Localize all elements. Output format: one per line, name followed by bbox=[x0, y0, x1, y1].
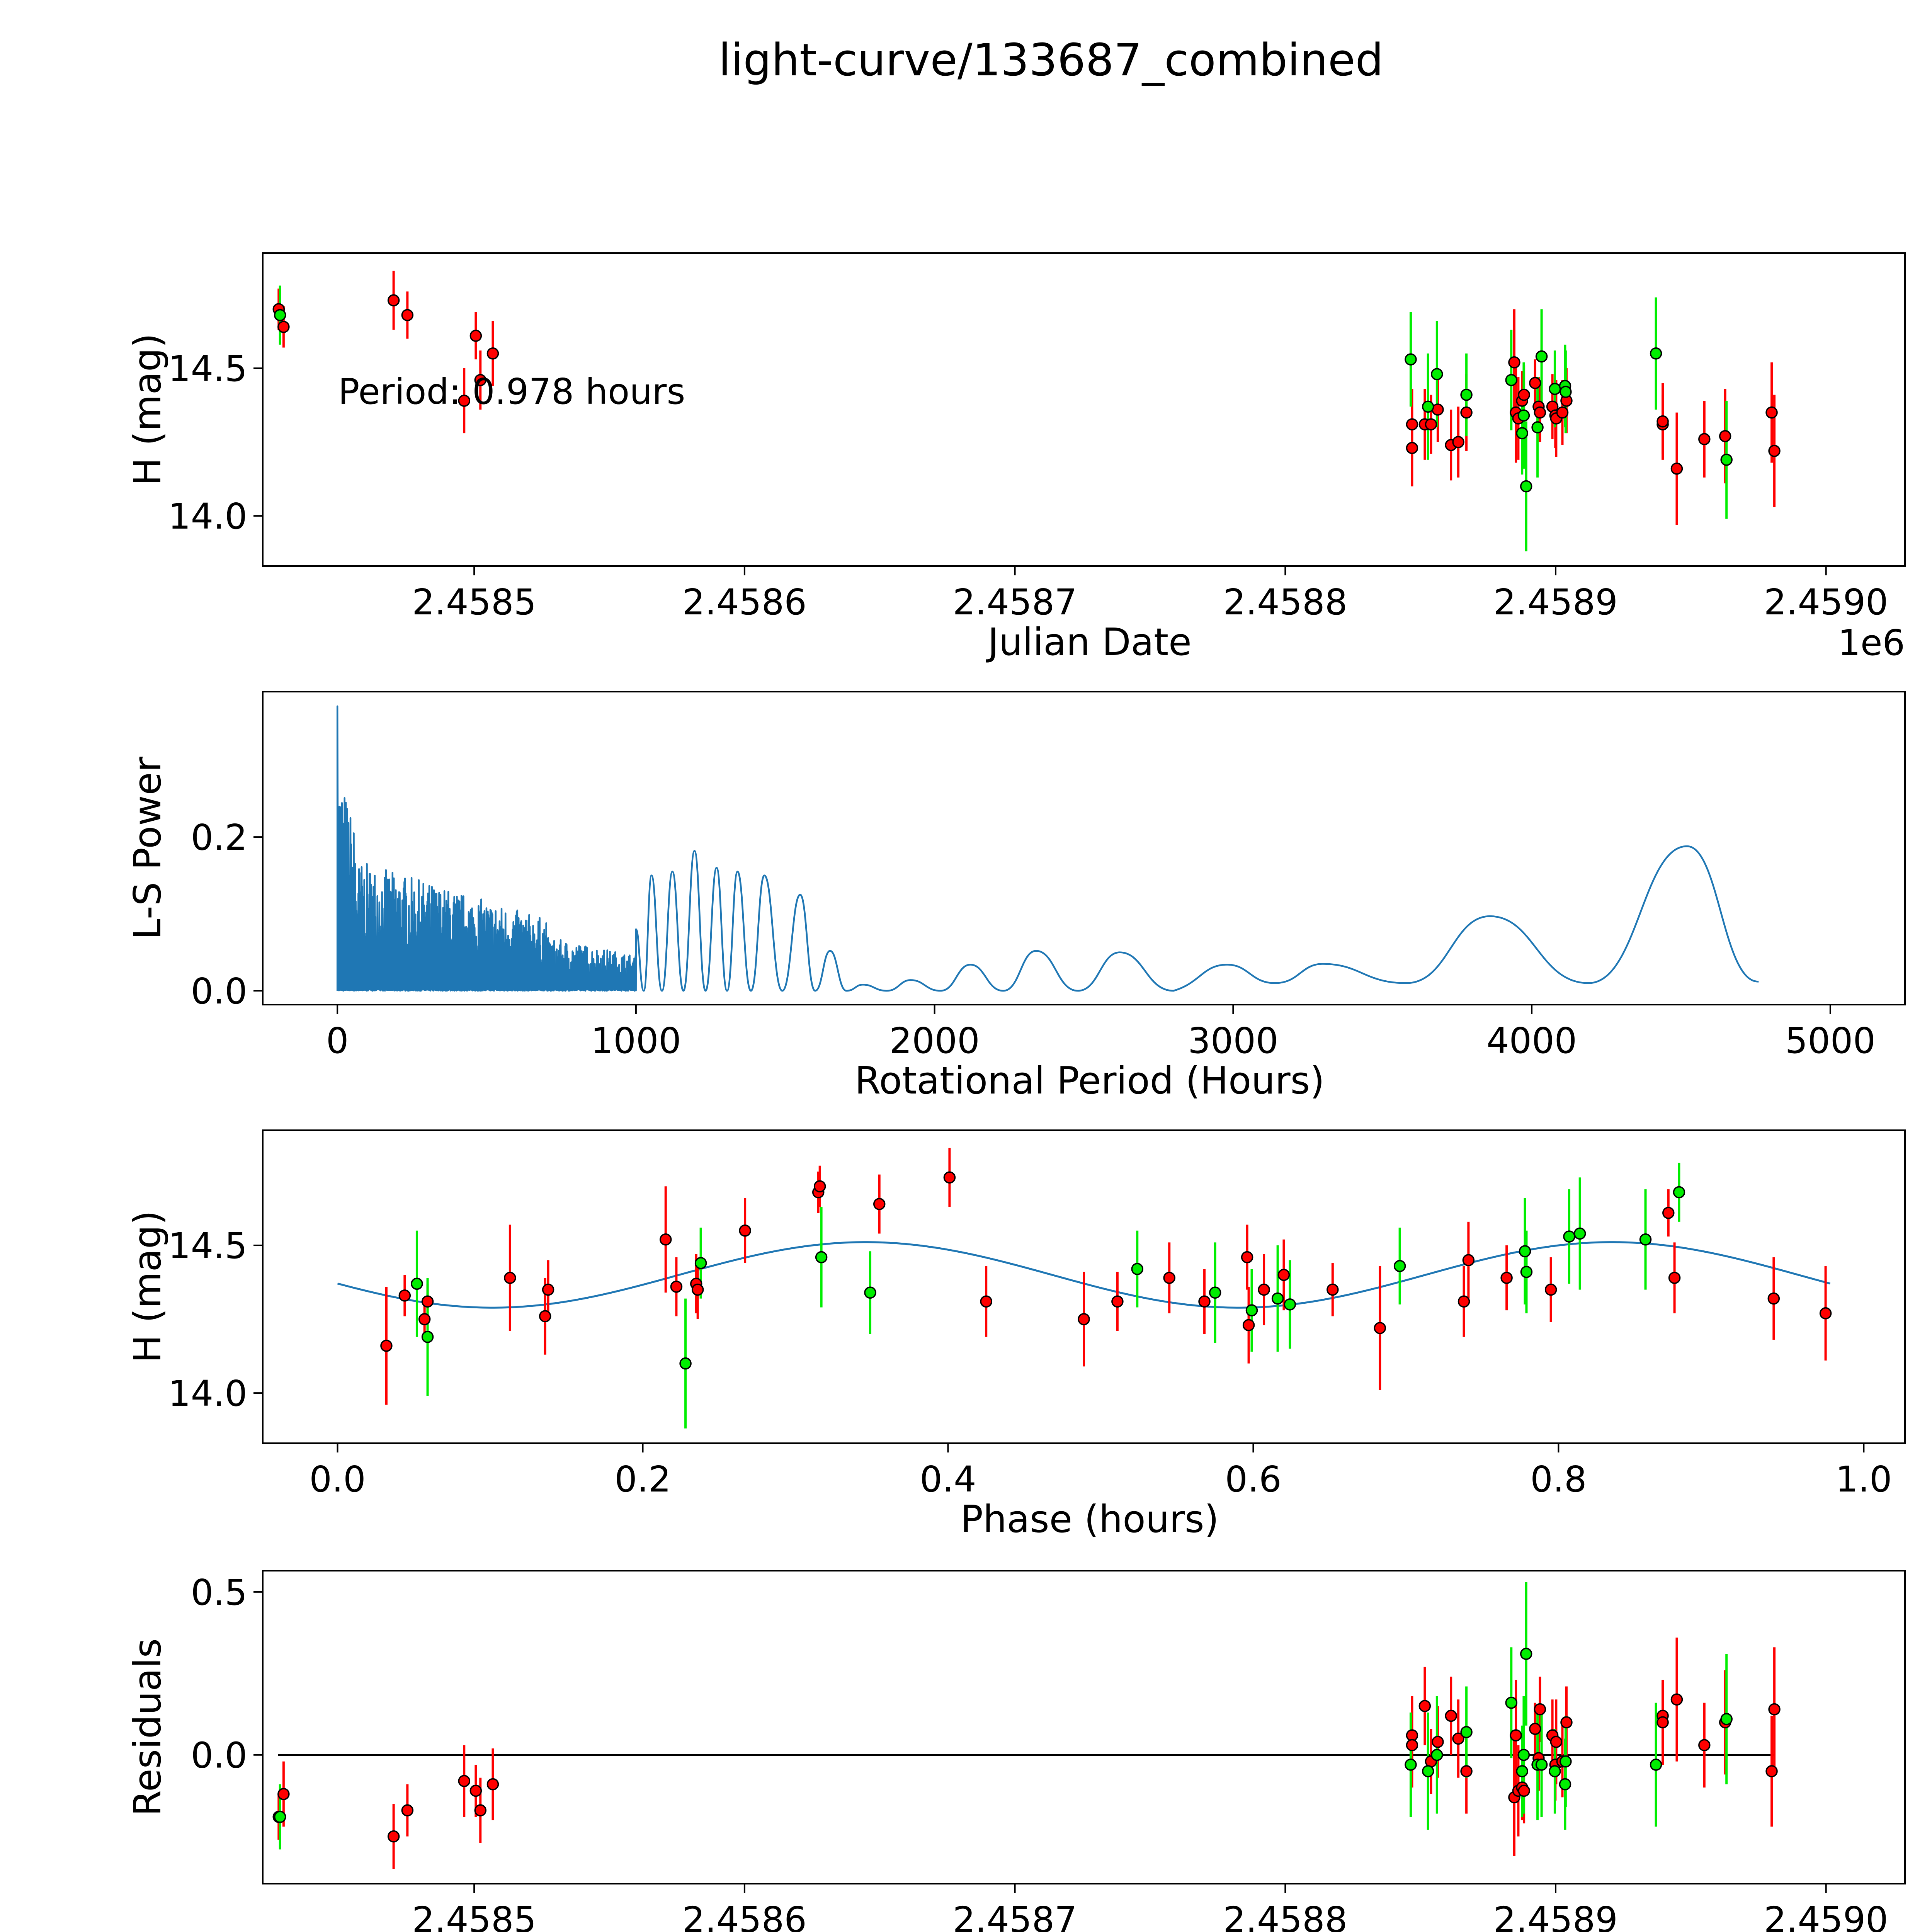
green-data-point bbox=[1405, 354, 1416, 365]
green-data-point bbox=[1518, 1750, 1529, 1760]
green-data-point bbox=[1246, 1305, 1257, 1316]
green-data-point bbox=[1549, 1766, 1560, 1777]
red-data-point bbox=[1419, 1701, 1430, 1711]
red-data-point bbox=[1663, 1208, 1674, 1218]
red-data-point bbox=[1657, 416, 1668, 427]
green-data-point bbox=[1549, 384, 1560, 395]
red-data-point bbox=[470, 330, 481, 341]
red-data-point bbox=[1657, 1717, 1668, 1728]
red-data-point bbox=[402, 1805, 413, 1816]
green-data-point bbox=[1536, 1759, 1547, 1770]
green-data-point bbox=[412, 1278, 422, 1289]
x-tick-label: 0 bbox=[326, 1020, 349, 1061]
green-data-point bbox=[1521, 1267, 1532, 1277]
red-data-point bbox=[1199, 1296, 1210, 1307]
x-tick-label: 3000 bbox=[1188, 1020, 1279, 1061]
green-data-point bbox=[1721, 454, 1732, 465]
red-data-point bbox=[475, 1805, 486, 1816]
red-data-point bbox=[540, 1311, 551, 1321]
y-axis-label: Residuals bbox=[126, 1638, 169, 1816]
red-data-point bbox=[1766, 407, 1777, 418]
red-data-point bbox=[1671, 463, 1682, 474]
red-data-point bbox=[1768, 1293, 1779, 1304]
green-data-point bbox=[275, 310, 286, 320]
y-axis-label: L-S Power bbox=[126, 757, 169, 940]
green-data-point bbox=[1461, 389, 1472, 400]
green-data-point bbox=[1395, 1261, 1405, 1272]
red-data-point bbox=[1551, 1736, 1561, 1747]
red-data-point bbox=[278, 1789, 289, 1799]
red-data-point bbox=[1374, 1323, 1385, 1333]
x-tick-label: 0.8 bbox=[1530, 1459, 1587, 1500]
x-tick-label: 2.4588 bbox=[1223, 1899, 1348, 1932]
x-tick-label: 2.4585 bbox=[412, 1899, 537, 1932]
red-data-point bbox=[1278, 1269, 1289, 1280]
x-tick-label: 5000 bbox=[1785, 1020, 1876, 1061]
green-data-point bbox=[1521, 481, 1532, 492]
green-data-point bbox=[1575, 1228, 1585, 1239]
green-data-point bbox=[275, 1811, 286, 1822]
red-data-point bbox=[459, 1776, 469, 1786]
red-data-point bbox=[815, 1181, 825, 1192]
red-data-point bbox=[1463, 1255, 1474, 1265]
red-data-point bbox=[419, 1314, 430, 1325]
green-data-point bbox=[1423, 1766, 1434, 1777]
green-data-point bbox=[1560, 386, 1571, 397]
green-data-point bbox=[1560, 1779, 1570, 1790]
red-data-point bbox=[487, 348, 498, 359]
red-data-point bbox=[1259, 1284, 1269, 1295]
y-axis-label: H (mag) bbox=[126, 1210, 169, 1363]
y-tick-label: 0.5 bbox=[190, 1571, 247, 1613]
red-data-point bbox=[1432, 1736, 1443, 1747]
red-data-point bbox=[692, 1284, 703, 1295]
red-data-point bbox=[1534, 407, 1545, 418]
x-tick-label: 2.4589 bbox=[1493, 1899, 1618, 1932]
x-tick-label: 2000 bbox=[889, 1020, 980, 1061]
red-data-point bbox=[1519, 1786, 1529, 1796]
x-tick-label: 4000 bbox=[1486, 1020, 1577, 1061]
red-data-point bbox=[1164, 1272, 1175, 1283]
green-data-point bbox=[1506, 1697, 1517, 1708]
x-tick-label: 1000 bbox=[590, 1020, 681, 1061]
green-data-point bbox=[1640, 1234, 1651, 1245]
red-data-point bbox=[740, 1225, 750, 1236]
y-tick-label: 14.0 bbox=[168, 496, 247, 537]
x-tick-label: 2.4585 bbox=[412, 582, 537, 623]
x-tick-label: 2.4590 bbox=[1764, 1899, 1888, 1932]
red-data-point bbox=[470, 1786, 481, 1796]
x-tick-label: 0.2 bbox=[614, 1459, 671, 1500]
green-data-point bbox=[1673, 1187, 1684, 1197]
red-data-point bbox=[1327, 1284, 1338, 1295]
green-data-point bbox=[1651, 1759, 1662, 1770]
x-tick-label: 2.4587 bbox=[952, 582, 1077, 623]
red-data-point bbox=[402, 310, 413, 320]
red-data-point bbox=[1501, 1272, 1512, 1283]
red-data-point bbox=[1557, 407, 1568, 418]
green-data-point bbox=[1560, 1756, 1571, 1767]
red-data-point bbox=[1530, 1723, 1541, 1734]
green-data-point bbox=[1517, 1766, 1527, 1777]
y-tick-label: 14.0 bbox=[168, 1373, 247, 1415]
green-data-point bbox=[680, 1358, 691, 1369]
green-data-point bbox=[1423, 401, 1434, 412]
x-tick-label: 0.4 bbox=[920, 1459, 976, 1500]
x-axis-label: Phase (hours) bbox=[960, 1497, 1219, 1541]
red-data-point bbox=[1671, 1694, 1682, 1705]
x-tick-label: 2.4586 bbox=[682, 1899, 807, 1932]
green-data-point bbox=[1564, 1231, 1575, 1242]
red-data-point bbox=[543, 1284, 554, 1295]
green-data-point bbox=[816, 1252, 827, 1263]
red-data-point bbox=[1406, 1740, 1417, 1750]
red-data-point bbox=[1546, 1284, 1556, 1295]
green-data-point bbox=[1518, 410, 1529, 421]
red-data-point bbox=[1406, 442, 1417, 453]
red-data-point bbox=[1446, 1710, 1456, 1721]
red-data-point bbox=[944, 1172, 955, 1183]
green-data-point bbox=[1521, 1648, 1532, 1659]
x-axis-label: Rotational Period (Hours) bbox=[854, 1059, 1325, 1102]
red-data-point bbox=[388, 295, 399, 306]
green-data-point bbox=[1536, 351, 1547, 362]
red-data-point bbox=[1243, 1320, 1254, 1330]
figure-title: light-curve/133687_combined bbox=[718, 34, 1384, 86]
red-data-point bbox=[1461, 407, 1472, 418]
green-data-point bbox=[1132, 1264, 1143, 1274]
red-data-point bbox=[1078, 1314, 1089, 1325]
red-data-point bbox=[981, 1296, 992, 1307]
green-data-point bbox=[1284, 1299, 1295, 1310]
y-tick-label: 0.0 bbox=[190, 971, 247, 1012]
red-data-point bbox=[1453, 437, 1464, 447]
red-data-point bbox=[1112, 1296, 1123, 1307]
x-tick-label: 1.0 bbox=[1835, 1459, 1892, 1500]
red-data-point bbox=[1769, 446, 1780, 456]
x-tick-label: 2.4590 bbox=[1764, 582, 1888, 623]
x-tick-label: 2.4587 bbox=[952, 1899, 1077, 1932]
green-data-point bbox=[1432, 1750, 1442, 1760]
red-data-point bbox=[1699, 1740, 1710, 1750]
y-tick-label: 0.0 bbox=[190, 1735, 247, 1776]
x-tick-label: 2.4586 bbox=[682, 582, 807, 623]
red-data-point bbox=[1534, 1704, 1545, 1715]
red-data-point bbox=[874, 1199, 885, 1209]
green-data-point bbox=[1405, 1759, 1416, 1770]
x-tick-label: 0.6 bbox=[1225, 1459, 1282, 1500]
green-data-point bbox=[1721, 1714, 1732, 1725]
red-data-point bbox=[1461, 1766, 1472, 1777]
red-data-point bbox=[1510, 1730, 1521, 1741]
x-tick-label: 2.4588 bbox=[1223, 582, 1348, 623]
red-data-point bbox=[381, 1340, 392, 1351]
green-data-point bbox=[1532, 422, 1543, 433]
red-data-point bbox=[422, 1296, 433, 1307]
green-data-point bbox=[1432, 369, 1442, 379]
x-offset-label: 1e6 bbox=[1838, 622, 1905, 663]
red-data-point bbox=[278, 321, 289, 332]
green-data-point bbox=[865, 1287, 876, 1298]
y-axis-label: H (mag) bbox=[126, 333, 169, 486]
red-data-point bbox=[1699, 434, 1710, 444]
red-data-point bbox=[1720, 431, 1731, 442]
green-data-point bbox=[1651, 348, 1662, 359]
y-tick-label: 14.5 bbox=[168, 348, 247, 390]
red-data-point bbox=[1530, 378, 1541, 388]
green-data-point bbox=[696, 1258, 706, 1269]
red-data-point bbox=[388, 1831, 399, 1842]
red-data-point bbox=[1519, 389, 1529, 400]
red-data-point bbox=[1766, 1766, 1777, 1777]
green-data-point bbox=[1519, 1246, 1530, 1257]
green-data-point bbox=[1517, 428, 1527, 439]
x-tick-label: 0.0 bbox=[309, 1459, 366, 1500]
red-data-point bbox=[1459, 1296, 1469, 1307]
red-data-point bbox=[660, 1234, 671, 1245]
x-tick-label: 2.4589 bbox=[1493, 582, 1618, 623]
green-data-point bbox=[422, 1332, 433, 1342]
red-data-point bbox=[671, 1281, 682, 1292]
red-data-point bbox=[399, 1290, 410, 1301]
red-data-point bbox=[1509, 357, 1520, 368]
green-data-point bbox=[1461, 1727, 1472, 1738]
red-data-point bbox=[1769, 1704, 1780, 1715]
green-data-point bbox=[1272, 1293, 1283, 1304]
red-data-point bbox=[487, 1779, 498, 1790]
y-tick-label: 14.5 bbox=[168, 1225, 247, 1267]
green-data-point bbox=[1210, 1287, 1221, 1298]
red-data-point bbox=[1820, 1308, 1831, 1319]
red-data-point bbox=[1242, 1252, 1253, 1263]
red-data-point bbox=[505, 1272, 515, 1283]
red-data-point bbox=[1425, 419, 1436, 430]
red-data-point bbox=[1561, 1717, 1572, 1728]
y-tick-label: 0.2 bbox=[190, 817, 247, 859]
red-data-point bbox=[1669, 1272, 1680, 1283]
red-data-point bbox=[1406, 419, 1417, 430]
period-annotation: Period: 0.978 hours bbox=[338, 371, 685, 412]
x-axis-label: Julian Date bbox=[988, 620, 1192, 664]
green-data-point bbox=[1506, 375, 1517, 386]
